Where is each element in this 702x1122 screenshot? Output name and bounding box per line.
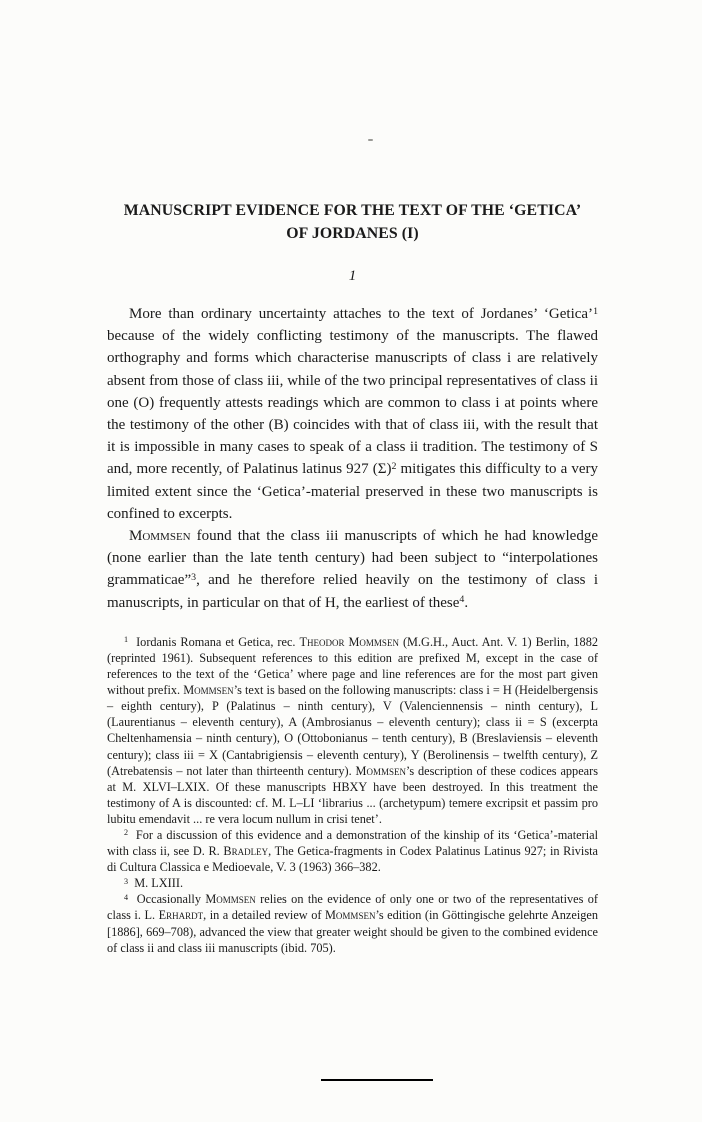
footnote-3: $^3$ M. LXIII. bbox=[124, 876, 184, 891]
footnote-1: $^1$ Iordanis Romana et Getica, rec. Theodor Mommsen (M.G.H., Auct. Ant. V. 1) Berlin, 1882 (reprinted 1961). Subsequent references to this edition are prefixed M, except in the case of references to the text of the ‘Getica’ where page and line references are for the most part given without prefix. Mommsen’s text is based on the following manuscripts: class i = H (Heidelbergensis – eighth century), P (Palatinus – ninth century), V (Valenciennensis – ninth century), L (Laurentianus – eleventh century), A (Ambrosianus – eleventh century); class ii = S (excerpta Cheltenhamensia – ninth century), O (Ottobonianus – tenth century), B (Breslaviensis – eleventh century); class iii = X (Cantabrigiensis – eleventh century), Y (Berolinensis – twelfth century), Z (Atrebatensis – not later than thirteenth century). Mommsen’s description of these codices appears at M. XLVI–LXIX. Of these manuscripts HBXY have been destroyed. In this treatment the testimony of A is discounted: cf. M. L–LI ‘librarius ... (archetypum) temere excripsit et passim pro lubitu emendavit ... re vera locum nullum in crisi tenet’. bbox=[107, 634, 598, 826]
footnotes-block bbox=[107, 634, 598, 956]
article-body bbox=[107, 303, 598, 614]
body-paragraph: Mommsen found that the class iii manuscripts of which he had knowledge (none earlier than the late tenth century) had been subject to “interpolationes grammaticae”$^3$, and he therefore relied heavily on the testimony of class i manuscripts, in particular on that of H, the earliest of these$^4$. bbox=[107, 528, 598, 611]
footnote-4: $^4$ Occasionally Mommsen relies on the evidence of only one or two of the representatives of class i. L. Erhardt, in a detailed review of Mommsen’s edition (in Göttingische gelehrte Anzeigen [1886], 669–708), advanced the view that greater weight should be given to the combined evidence of class ii and class iii manuscripts (ibid. 705). bbox=[107, 892, 598, 955]
article-title bbox=[107, 199, 598, 245]
footnote-2: $^2$ For a discussion of this evidence and a demonstration of the kinship of its ‘Getica’-material with class ii, see D. R. Bradley, The Getica-fragments in Codex Palatinus Latinus 927; in Rivista di Cultura Classica e Medioevale, V. 3 (1963) 366–382. bbox=[107, 827, 598, 875]
body-paragraph: More than ordinary uncertainty attaches to the text of Jordanes’ ‘Getica’$^1$ because of the widely conflicting testimony of the manuscripts. The flawed orthography and forms which characterise manuscripts of class i are relatively absent from those of class iii, while of the two principal representatives of class ii one (O) frequently attests readings which are common to class i at points where the testimony of the other (B) coincides with that of class iii, with the result that it is impossible in many cases to speak of a class ii tradition. The testimony of S and, more recently, of Palatinus latinus 927 $(\Sigma)^2$ mitigates this difficulty to a very limited extent since the ‘Getica’-material preserved in these two manuscripts is confined to excerpts. bbox=[107, 305, 598, 522]
article-title-line-2: OF JORDANES (I) bbox=[286, 225, 419, 242]
article-title-line-1: MANUSCRIPT EVIDENCE FOR THE TEXT OF THE ‘GETICA’ bbox=[123, 202, 582, 219]
article-content bbox=[107, 199, 598, 956]
signature-rule bbox=[321, 1079, 433, 1081]
section-number: 1 bbox=[348, 268, 357, 284]
scan-artifact-mark bbox=[368, 139, 373, 141]
